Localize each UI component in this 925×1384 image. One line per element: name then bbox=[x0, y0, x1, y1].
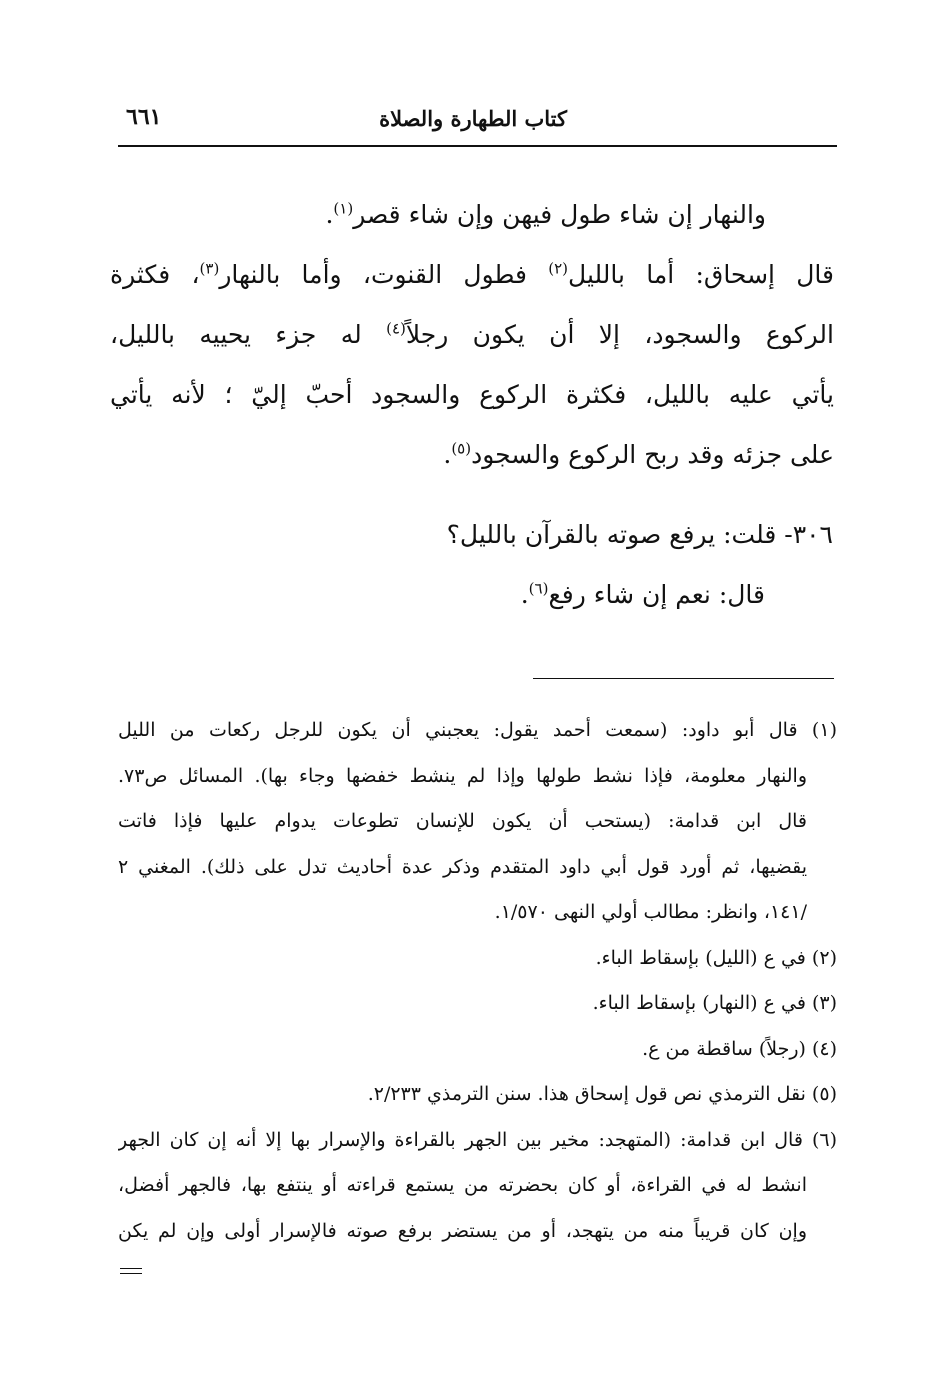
footnote-line: والنهار معلومة، فإذا نشط طولها وإذا لم ينشط خفضها وجاء بها). المسائل ص٧٣. bbox=[118, 764, 807, 787]
page-number: ٦٦١ bbox=[126, 104, 162, 130]
running-header bbox=[118, 100, 835, 140]
footnote-line: يقضيها، ثم أورد قول أبي داود المتقدم وذكر عدة أحاديث تدل على ذلك). المغني ٢ bbox=[118, 855, 807, 878]
footnote-line: (٣) في ع (النهار) بإسقاط الباء. bbox=[592, 992, 837, 1014]
text-line: قال إسحاق: أما بالليل$^{(٢)}$ فطول القنوت، وأما بالنهار$^{(٣)}$، فكثرة bbox=[110, 259, 834, 289]
footnote-ref: (٦) bbox=[528, 579, 549, 598]
footnote-line: (٤) (رجلاً) ساقطة من ع. bbox=[642, 1037, 837, 1060]
footnote-line: انشط له في القراءة، أو كان بحضرته من يستمع قراءته أو ينتفع بها، فالجهر أفضل، bbox=[118, 1174, 807, 1196]
footnote-ref: (١) bbox=[333, 199, 354, 218]
footnote-line: قال ابن قدامة: (يستحب أن يكون للإنسان تطوعات يدوام عليها فإذا فاتت bbox=[118, 810, 807, 832]
footnote-line: (٥) نقل الترمذي نص قول إسحاق هذا. سنن الترمذي ٢/٢٣٣. bbox=[367, 1083, 837, 1105]
main-text bbox=[110, 185, 834, 485]
continuation-mark bbox=[120, 1268, 142, 1278]
footnote-line: /١٤١، وانظر: مطالب أولي النهى ١/٥٧٠. bbox=[494, 901, 807, 923]
running-title: كتاب الطهارة والصلاة bbox=[379, 106, 567, 131]
footnote-separator bbox=[533, 678, 834, 679]
text-line: على جزئه وقد ربح الركوع والسجود$^{(٥)}$. bbox=[443, 439, 834, 469]
footnote-line: (٢) في ع (الليل) بإسقاط الباء. bbox=[595, 946, 837, 969]
footnote-ref: (٥) bbox=[451, 439, 472, 458]
footnote-line: وإن كان قريباً منه من يتهجد، أو من يستضر برفع صوته فالإسرار أولى وإن لم يكن bbox=[118, 1219, 807, 1242]
question-line: ٣٠٦- قلت: يرفع صوته بالقرآن بالليل؟ bbox=[446, 520, 833, 549]
footnotes bbox=[118, 708, 837, 1254]
answer-line: قال: نعم إن شاء رفع$^{(٦)}$. bbox=[520, 579, 765, 609]
footnote-ref: (٤) bbox=[386, 319, 406, 338]
text-line: الركوع والسجود، إلا أن يكون رجلاً$^{(٤)}$ له جزء يحييه بالليل، bbox=[110, 319, 834, 349]
footnote-line: (٦) قال ابن قدامة: (المتهجد: مخير بين الجهر بالقراءة والإسرار بها إلا أنه إن كان الجهر bbox=[118, 1128, 837, 1151]
text-line: والنهار إن شاء طول فيهن وإن شاء قصر$^{(١)}$. bbox=[325, 199, 766, 229]
footnote-ref: (٢) bbox=[548, 259, 569, 278]
header-rule bbox=[118, 145, 837, 147]
text-line: يأتي عليه بالليل، فكثرة الركوع والسجود أحبّ إليّ ؛ لأنه يأتي bbox=[110, 380, 834, 409]
footnote-line: (١) قال أبو داود: (سمعت أحمد يقول: يعجبني أن يكون للرجل ركعات من الليل bbox=[118, 719, 837, 741]
footnote-ref: (٣) bbox=[199, 259, 220, 278]
